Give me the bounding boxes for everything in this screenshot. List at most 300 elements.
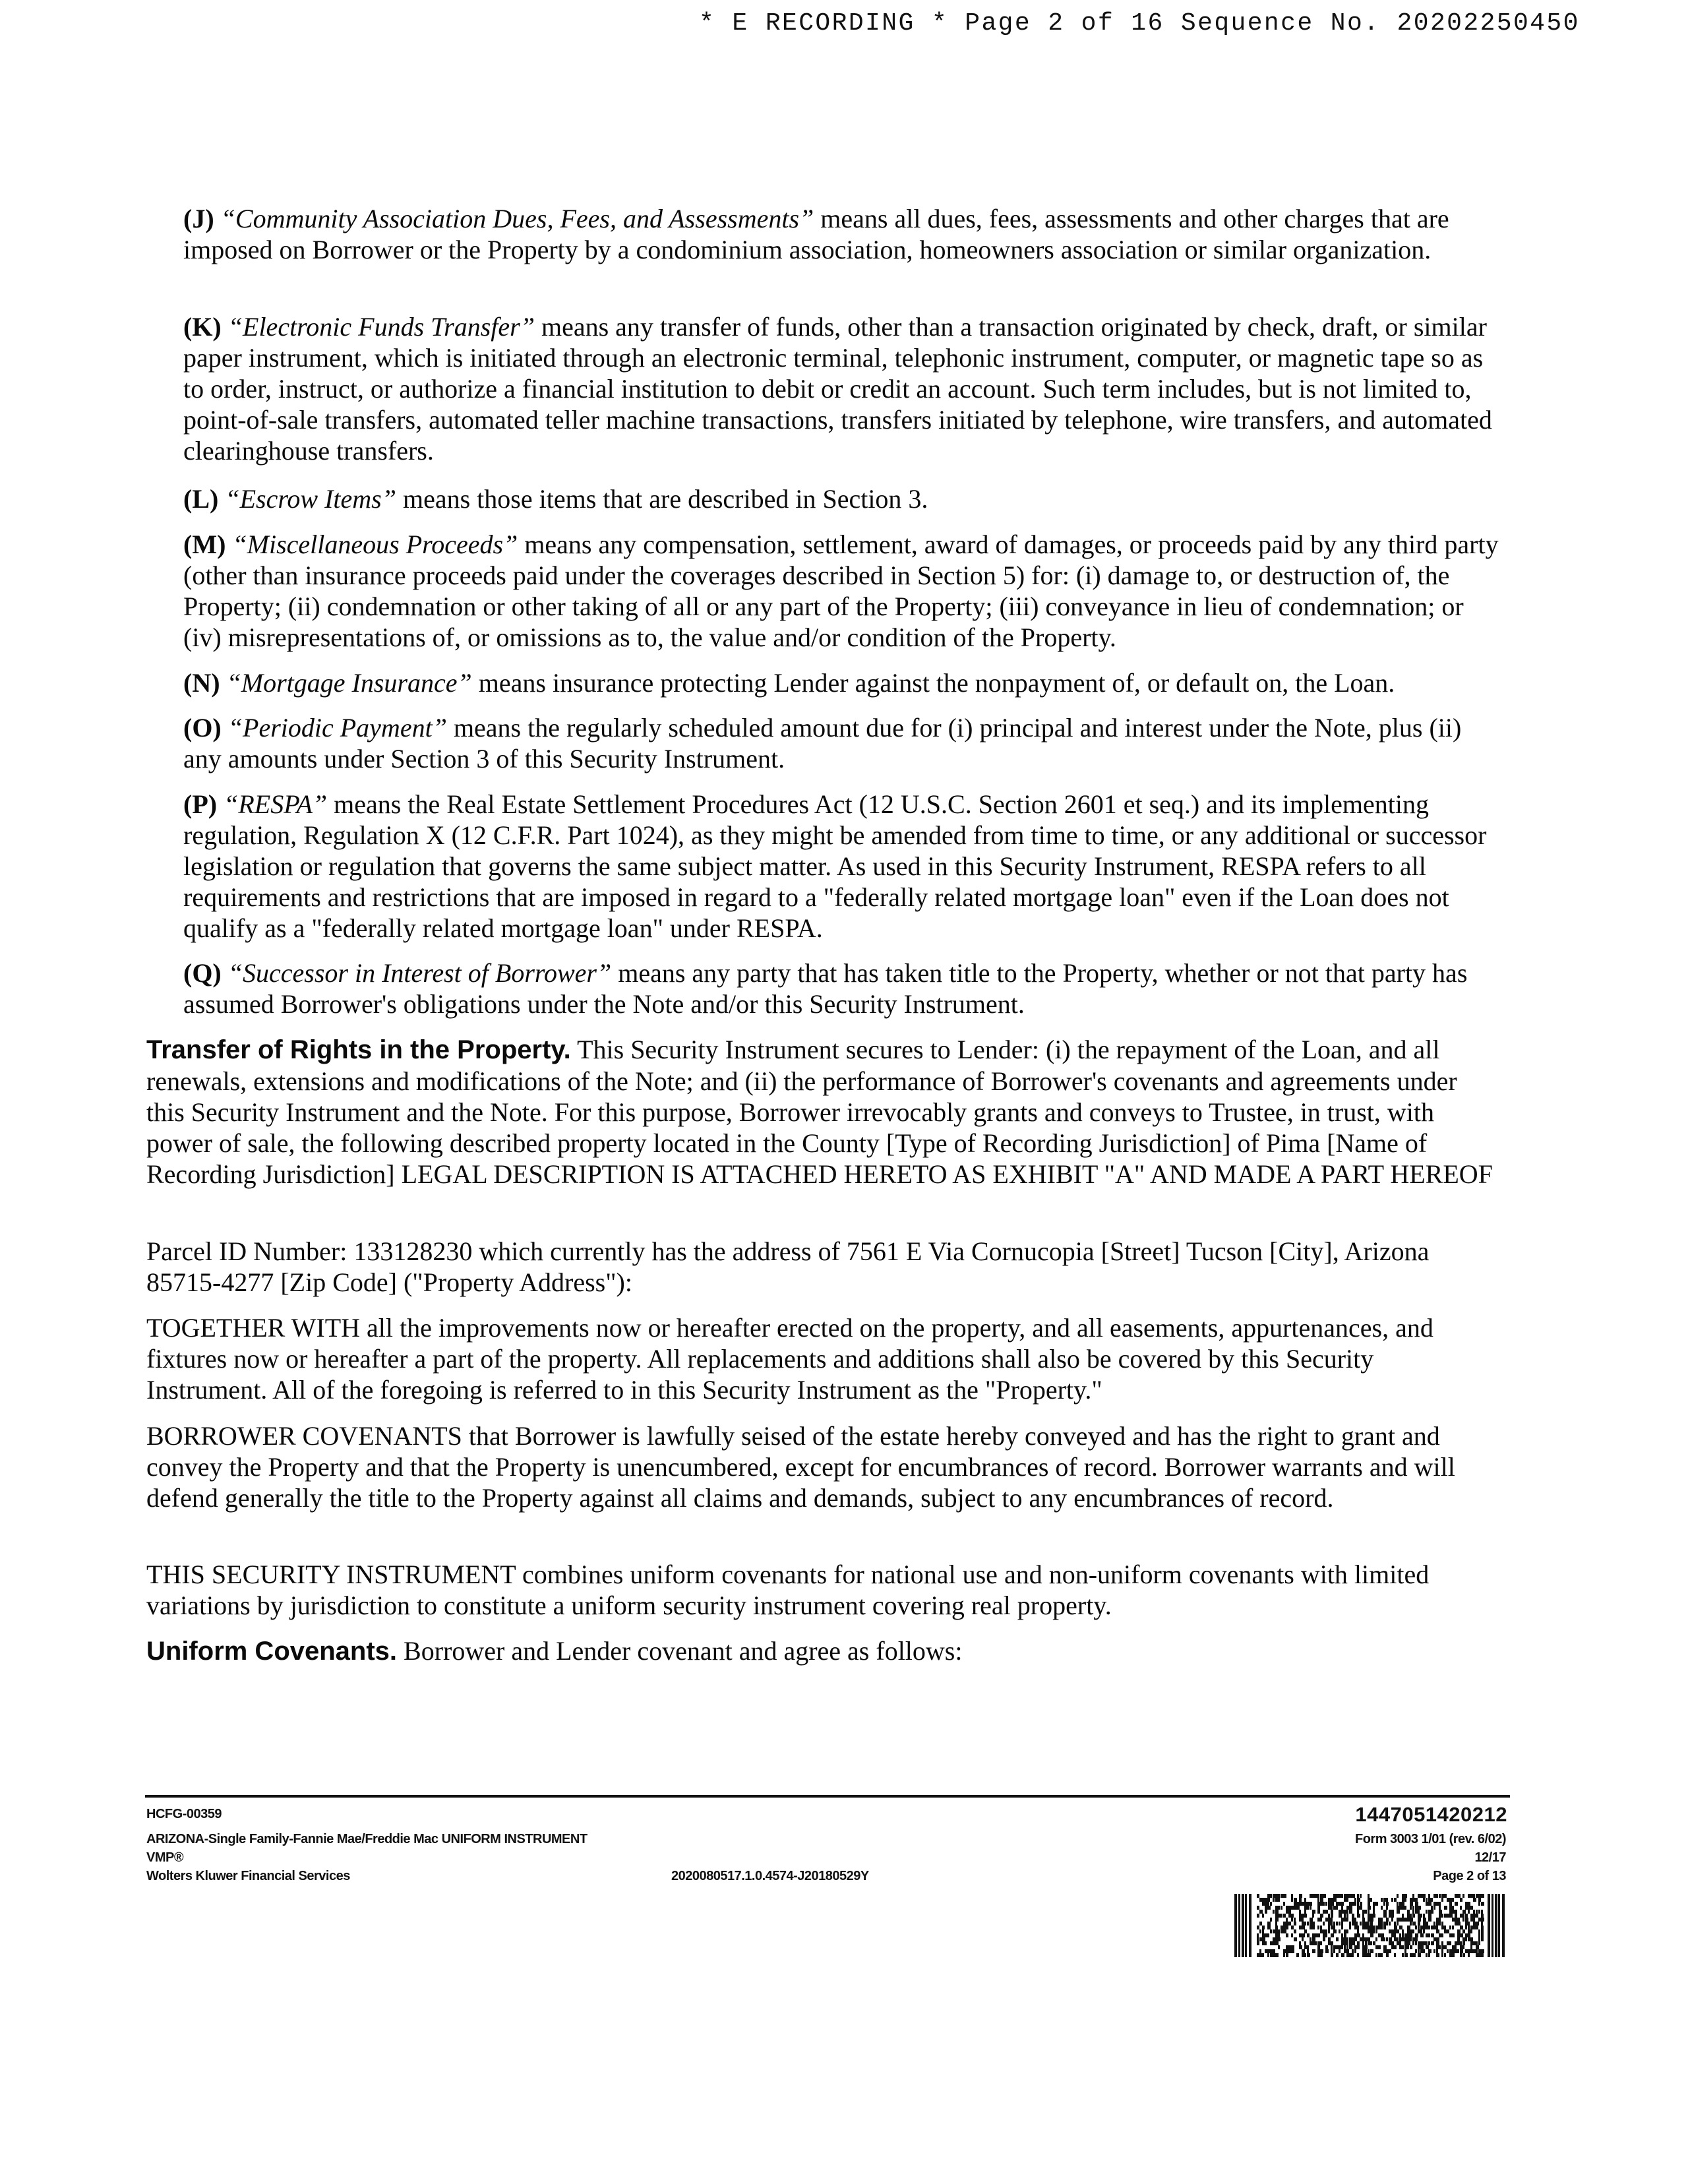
barcode-bar	[1288, 1922, 1291, 1926]
barcode-bar	[1257, 1926, 1259, 1929]
barcode-bar	[1325, 1949, 1329, 1953]
barcode-bar	[1476, 1894, 1478, 1898]
barcode-bar	[1349, 1926, 1351, 1929]
barcode-bar	[1436, 1929, 1439, 1933]
barcode-bar	[1381, 1898, 1383, 1902]
barcode-bar	[1410, 1922, 1412, 1926]
barcode-bar	[1373, 1926, 1375, 1929]
barcode-bar	[1468, 1906, 1470, 1910]
barcode-bar	[1278, 1898, 1280, 1902]
barcode-bar	[1336, 1906, 1338, 1910]
barcode-bar	[1428, 1933, 1430, 1937]
barcode-bar	[1423, 1918, 1426, 1922]
barcode-bar	[1415, 1949, 1417, 1953]
barcode-bar	[1242, 1894, 1244, 1957]
barcode-bar	[1412, 1937, 1415, 1941]
barcode-bar	[1426, 1941, 1428, 1945]
definition-text: means all dues, fees, assessments and other charges that are imposed on Borrower or the Property by a condominium association, homeowners association or similar organization.	[183, 204, 1449, 264]
barcode-bar	[1294, 1929, 1296, 1933]
barcode-bar	[1325, 1945, 1328, 1949]
barcode-bar	[1428, 1941, 1430, 1945]
barcode-bar	[1394, 1929, 1397, 1933]
borrower-covenants-paragraph: BORROWER COVENANTS that Borrower is lawfully seised of the estate hereby conveyed and has the right to grant and convey the Property and that the Property is unencumbered, except for encumbrances of record. Borrower warrants and will defend generally the title to the Property against all claims and demands, subject to any encumbrances of record.	[146, 1421, 1455, 1513]
barcode-bar	[1375, 1926, 1378, 1929]
barcode-bar	[1257, 1941, 1259, 1945]
barcode-bar	[1455, 1945, 1457, 1949]
barcode-bar	[1291, 1933, 1293, 1937]
barcode-bar	[1449, 1902, 1452, 1906]
barcode-bar	[1404, 1953, 1408, 1957]
barcode-bar	[1368, 1914, 1370, 1918]
barcode-bar	[1433, 1906, 1435, 1910]
barcode-bar	[1415, 1910, 1418, 1914]
barcode-bar	[1386, 1898, 1388, 1902]
barcode-bar	[1357, 1941, 1360, 1945]
barcode-bar	[1426, 1898, 1428, 1902]
barcode-bar	[1478, 1902, 1480, 1906]
barcode-bar	[1418, 1945, 1420, 1949]
barcode-bar	[1291, 1894, 1293, 1898]
definition-label: (M)	[183, 530, 226, 559]
barcode-bar	[1415, 1902, 1418, 1906]
barcode-bar	[1291, 1945, 1294, 1949]
barcode-bar	[1333, 1949, 1335, 1953]
barcode-bar	[1468, 1949, 1470, 1953]
barcode-bar	[1407, 1941, 1410, 1945]
barcode-bar	[1402, 1902, 1404, 1906]
barcode-bar	[1259, 1937, 1262, 1941]
barcode-bar	[1447, 1929, 1449, 1933]
barcode-bar	[1410, 1929, 1412, 1933]
barcode-bar	[1370, 1926, 1373, 1929]
barcode-bar	[1328, 1918, 1331, 1922]
barcode-bar	[1410, 1945, 1412, 1949]
barcode-bar	[1304, 1914, 1307, 1918]
barcode-bar	[1354, 1922, 1358, 1926]
barcode-bar	[1291, 1926, 1294, 1929]
barcode-bar	[1323, 1902, 1325, 1906]
barcode-bar	[1470, 1949, 1473, 1953]
definition-text: means insurance protecting Lender against the nonpayment of, or default on, the Loan.	[471, 668, 1395, 698]
barcode-bar	[1317, 1918, 1320, 1922]
barcode-bar	[1357, 1945, 1360, 1949]
barcode-bar	[1354, 1937, 1357, 1941]
barcode-bar	[1444, 1945, 1447, 1949]
barcode-bar	[1346, 1945, 1348, 1949]
barcode-bar	[1468, 1926, 1470, 1929]
barcode-bar	[1302, 1922, 1304, 1926]
barcode-bar	[1436, 1918, 1439, 1922]
barcode-bar	[1368, 1926, 1370, 1929]
barcode-bar	[1320, 1949, 1323, 1953]
barcode-bar	[1328, 1926, 1330, 1929]
barcode-bar	[1402, 1914, 1404, 1918]
barcode-bar	[1407, 1926, 1410, 1929]
barcode-bar	[1273, 1898, 1275, 1902]
barcode-bar	[1436, 1922, 1439, 1926]
barcode-bar	[1426, 1910, 1428, 1914]
barcode-bar	[1344, 1945, 1346, 1949]
barcode-bar	[1423, 1894, 1426, 1898]
barcode-bar	[1426, 1902, 1428, 1906]
barcode-bar	[1357, 1914, 1360, 1918]
barcode-bar	[1357, 1926, 1359, 1929]
barcode-bar	[1478, 1894, 1481, 1898]
barcode-bar	[1460, 1941, 1462, 1945]
barcode-bar	[1362, 1914, 1364, 1918]
definition-label: (N)	[183, 668, 220, 698]
barcode-bar	[1402, 1953, 1404, 1957]
barcode-bar	[1344, 1898, 1346, 1902]
page-indicator: Page 2 of 13	[1433, 1869, 1506, 1883]
barcode-bar	[1331, 1953, 1333, 1957]
barcode-bar	[1394, 1926, 1397, 1929]
barcode-bar	[1481, 1933, 1484, 1937]
barcode-bar	[1307, 1906, 1309, 1910]
barcode-bar	[1315, 1894, 1317, 1898]
section-text: Borrower and Lender covenant and agree as follows:	[397, 1636, 963, 1666]
barcode-bar	[1349, 1906, 1352, 1910]
barcode-bar	[1457, 1929, 1461, 1933]
barcode-bar	[1265, 1949, 1267, 1953]
barcode-bar	[1362, 1933, 1364, 1937]
barcode-bar	[1389, 1914, 1391, 1918]
barcode-bar	[1281, 1894, 1283, 1898]
document-id: 2020080517.1.0.4574-J20180529Y	[671, 1869, 869, 1883]
barcode-bar	[1362, 1953, 1365, 1957]
barcode-bar	[1365, 1949, 1367, 1953]
barcode-bar	[1267, 1898, 1270, 1902]
barcode-bar	[1473, 1910, 1475, 1914]
barcode-bar	[1428, 1926, 1430, 1929]
barcode-bar	[1331, 1941, 1333, 1945]
vmp-mark: VMP®	[146, 1850, 184, 1865]
barcode-bar	[1294, 1898, 1297, 1902]
barcode-bar	[1328, 1937, 1331, 1941]
barcode-bar	[1468, 1902, 1470, 1906]
barcode-bar	[1325, 1929, 1327, 1933]
barcode-bar	[1370, 1933, 1373, 1937]
barcode-bar	[1444, 1894, 1447, 1898]
barcode-bar	[1476, 1910, 1478, 1914]
barcode-bar	[1478, 1898, 1481, 1902]
barcode-bar	[1331, 1926, 1333, 1929]
barcode-bar	[1323, 1937, 1325, 1941]
barcode-bar	[1439, 1910, 1442, 1914]
barcode-bar	[1320, 1926, 1322, 1929]
barcode-bar	[1317, 1906, 1320, 1910]
barcode-bar	[1389, 1910, 1391, 1914]
barcode-bar	[1420, 1933, 1424, 1937]
barcode-bar	[1389, 1941, 1391, 1945]
section-heading: Uniform Covenants.	[146, 1637, 398, 1666]
barcode-bar	[1481, 1894, 1484, 1898]
barcode-bar	[1389, 1949, 1391, 1953]
barcode-bar	[1404, 1933, 1407, 1937]
barcode-bar	[1365, 1910, 1367, 1914]
barcode-bar	[1478, 1941, 1480, 1945]
barcode-bar	[1275, 1953, 1279, 1957]
barcode-bar	[1381, 1933, 1384, 1937]
definition-m	[183, 529, 1502, 653]
barcode-bar	[1278, 1914, 1281, 1918]
barcode-bar	[1397, 1937, 1399, 1941]
barcode-bar	[1357, 1898, 1360, 1902]
barcode-bar	[1439, 1922, 1441, 1926]
barcode-bar	[1415, 1926, 1417, 1929]
barcode-bar	[1304, 1906, 1307, 1910]
barcode-bar	[1481, 1926, 1484, 1929]
barcode-bar	[1262, 1953, 1264, 1957]
barcode-bar	[1407, 1910, 1410, 1914]
barcode-bar	[1346, 1910, 1348, 1914]
barcode-bar	[1336, 1922, 1338, 1926]
barcode-bar	[1267, 1906, 1271, 1910]
barcode-bar	[1331, 1945, 1333, 1949]
definition-term: “RESPA”	[224, 789, 328, 819]
barcode-bar	[1410, 1914, 1412, 1918]
barcode-bar	[1407, 1937, 1410, 1941]
barcode-bar	[1320, 1914, 1323, 1918]
barcode-bar	[1418, 1918, 1421, 1922]
barcode-bar	[1373, 1941, 1375, 1945]
definition-term: “Miscellaneous Proceeds”	[232, 530, 518, 559]
barcode-bar	[1333, 1945, 1336, 1949]
barcode-bar	[1476, 1914, 1478, 1918]
barcode-bar	[1492, 1894, 1493, 1957]
barcode-bar	[1304, 1922, 1306, 1926]
definition-text: means any party that has taken title to the Property, whether or not that party has assumed Borrower's obligations under the Note and/or this Security Instrument.	[183, 958, 1468, 1019]
barcode-bar	[1431, 1898, 1433, 1902]
barcode-bar	[1449, 1906, 1452, 1910]
barcode-bar	[1404, 1894, 1407, 1898]
barcode-bar	[1452, 1953, 1455, 1957]
barcode-bar	[1373, 1914, 1375, 1918]
barcode-bar	[1375, 1902, 1378, 1906]
barcode-bar	[1426, 1945, 1429, 1949]
barcode-bar	[1468, 1933, 1470, 1937]
barcode-bar	[1341, 1953, 1344, 1957]
barcode-bar	[1328, 1914, 1330, 1918]
barcode-bar	[1428, 1914, 1432, 1918]
barcode-bar	[1412, 1914, 1415, 1918]
barcode-bar	[1415, 1937, 1418, 1941]
barcode-bar	[1439, 1906, 1441, 1910]
barcode-bar	[1420, 1926, 1423, 1929]
barcode-bar	[1473, 1922, 1476, 1926]
barcode-bar	[1473, 1926, 1476, 1929]
barcode-bar	[1460, 1906, 1462, 1910]
barcode-bar	[1312, 1941, 1315, 1945]
barcode-bar	[1462, 1929, 1465, 1933]
barcode-bar	[1273, 1929, 1275, 1933]
barcode-bar	[1288, 1910, 1291, 1914]
barcode-bar	[1439, 1918, 1441, 1922]
instrument-name: ARIZONA-Single Family-Fannie Mae/Freddie Mac UNIFORM INSTRUMENT	[146, 1832, 588, 1846]
barcode-bar	[1234, 1894, 1237, 1957]
barcode-bar	[1331, 1933, 1334, 1937]
barcode-bar	[1331, 1902, 1334, 1906]
barcode-bar	[1262, 1914, 1264, 1918]
barcode-bar	[1339, 1929, 1341, 1933]
barcode-bar	[1418, 1906, 1421, 1910]
barcode-bar	[1462, 1894, 1464, 1898]
barcode-bar	[1315, 1933, 1317, 1937]
barcode-bar	[1286, 1918, 1288, 1922]
barcode-bar	[1441, 1941, 1443, 1945]
barcode-bar	[1331, 1949, 1333, 1953]
barcode-bar	[1418, 1922, 1420, 1926]
barcode-bar	[1449, 1933, 1452, 1937]
barcode-bar	[1357, 1910, 1359, 1914]
barcode-bar	[1275, 1926, 1278, 1929]
barcode-bar	[1428, 1953, 1430, 1957]
barcode-bar	[1436, 1894, 1438, 1898]
barcode-bar	[1415, 1933, 1418, 1937]
barcode-bar	[1357, 1929, 1359, 1933]
barcode-bar	[1328, 1941, 1331, 1945]
barcode-bar	[1288, 1914, 1291, 1918]
barcode-bar	[1341, 1926, 1343, 1929]
barcode-bar	[1441, 1922, 1443, 1926]
barcode-bar	[1423, 1941, 1426, 1945]
barcode-bar	[1460, 1933, 1463, 1937]
barcode-bar	[1452, 1898, 1454, 1902]
barcode-bar	[1304, 1910, 1306, 1914]
barcode-bar	[1368, 1906, 1371, 1910]
barcode-bar	[1339, 1922, 1341, 1926]
barcode-bar	[1391, 1898, 1393, 1902]
barcode-bar	[1257, 1933, 1259, 1937]
barcode-bar	[1328, 1898, 1331, 1902]
barcode-bar	[1299, 1926, 1302, 1929]
barcode-bar	[1270, 1949, 1273, 1953]
barcode-bar	[1278, 1933, 1280, 1937]
barcode-bar	[1468, 1929, 1470, 1933]
barcode-bar	[1259, 1929, 1261, 1933]
barcode-bar	[1431, 1906, 1433, 1910]
barcode-bar	[1488, 1894, 1490, 1957]
barcode-bar	[1423, 1926, 1426, 1929]
barcode-bar	[1391, 1914, 1394, 1918]
barcode-bar	[1331, 1918, 1333, 1922]
definition-text: means any compensation, settlement, award of damages, or proceeds paid by any third party (other than insurance proceeds paid under the coverages described in Section 5) for: (i) damage to, or destruction of, the Property; (ii) condemnation or other taking of all or any part of the Property; (iii) conveyance in lieu of condemnation; or (iv) misrepresentations of, or omissions as to, the value and/or condition of the Property.	[183, 530, 1499, 652]
barcode-bar	[1328, 1929, 1330, 1933]
definition-label: (L)	[183, 484, 219, 514]
barcode-bar	[1312, 1926, 1315, 1929]
barcode-bar	[1357, 1902, 1359, 1906]
barcode-bar	[1354, 1949, 1356, 1953]
barcode-bar	[1360, 1922, 1362, 1926]
barcode-bar	[1399, 1941, 1401, 1945]
barcode-bar	[1362, 1945, 1365, 1949]
barcode-bar	[1354, 1902, 1356, 1906]
barcode-bar	[1365, 1926, 1368, 1929]
barcode-bar	[1357, 1894, 1359, 1898]
barcode-bar	[1399, 1906, 1402, 1910]
barcode-bar	[1481, 1937, 1484, 1941]
barcode-bar	[1302, 1914, 1304, 1918]
barcode-bar	[1470, 1906, 1473, 1910]
barcode-bar	[1391, 1945, 1394, 1949]
barcode-bar	[1383, 1937, 1385, 1941]
barcode-bar	[1270, 1918, 1272, 1922]
barcode-bar	[1386, 1949, 1389, 1953]
barcode-bar	[1283, 1926, 1286, 1929]
barcode-bar	[1370, 1941, 1372, 1945]
barcode-bar	[1407, 1933, 1410, 1937]
barcode-bar	[1275, 1937, 1278, 1941]
barcode-bar	[1447, 1949, 1449, 1953]
barcode-bar	[1341, 1894, 1343, 1898]
definition-j	[183, 203, 1502, 265]
barcode-bar	[1481, 1922, 1483, 1926]
barcode-bar	[1294, 1918, 1296, 1922]
barcode-bar	[1441, 1914, 1443, 1918]
barcode-bar	[1344, 1918, 1346, 1922]
barcode-bar	[1381, 1906, 1383, 1910]
barcode-bar	[1238, 1894, 1240, 1957]
barcode-bar	[1404, 1906, 1406, 1910]
barcode-bar	[1391, 1910, 1394, 1914]
barcode-bar	[1368, 1910, 1370, 1914]
barcode-bar	[1433, 1922, 1435, 1926]
barcode-bar	[1307, 1953, 1310, 1957]
barcode-bar	[1441, 1953, 1443, 1957]
barcode-bar	[1455, 1918, 1457, 1922]
barcode-bar	[1368, 1922, 1370, 1926]
barcode-bar	[1275, 1922, 1277, 1926]
barcode-bar	[1294, 1937, 1297, 1941]
barcode-bar	[1410, 1937, 1412, 1941]
barcode-bar	[1346, 1914, 1348, 1918]
barcode-bar	[1370, 1914, 1373, 1918]
barcode-bar	[1270, 1902, 1272, 1906]
barcode-bar	[1426, 1922, 1428, 1926]
barcode-bar	[1323, 1894, 1326, 1898]
footer-divider	[145, 1795, 1510, 1798]
barcode-bar	[1267, 1922, 1271, 1926]
barcode-bar	[1402, 1929, 1404, 1933]
barcode-bar	[1457, 1922, 1461, 1926]
barcode-bar	[1410, 1918, 1413, 1922]
barcode-bar	[1389, 1937, 1392, 1941]
definition-label: (Q)	[183, 958, 222, 988]
barcode-bar	[1495, 1894, 1497, 1957]
barcode-bar	[1294, 1922, 1296, 1926]
barcode-bar	[1478, 1910, 1480, 1914]
barcode-bar	[1460, 1953, 1462, 1957]
barcode-bar	[1439, 1945, 1441, 1949]
definition-k	[183, 311, 1502, 466]
barcode-bar	[1304, 1898, 1306, 1902]
barcode-bar	[1404, 1941, 1407, 1945]
barcode-bar	[1478, 1929, 1480, 1933]
barcode-bar	[1397, 1910, 1400, 1914]
barcode-bar	[1465, 1918, 1468, 1922]
section-heading: Transfer of Rights in the Property.	[146, 1035, 571, 1064]
barcode-bar	[1468, 1953, 1470, 1957]
barcode-bar	[1441, 1945, 1444, 1949]
barcode-bar	[1470, 1937, 1473, 1941]
barcode-bar	[1370, 1922, 1373, 1926]
barcode-bar	[1283, 1929, 1286, 1933]
barcode-bar	[1336, 1894, 1339, 1898]
barcode-bar	[1273, 1910, 1275, 1914]
barcode-bar	[1317, 1945, 1320, 1949]
barcode-bar	[1423, 1898, 1425, 1902]
barcode-bar	[1391, 1918, 1393, 1922]
